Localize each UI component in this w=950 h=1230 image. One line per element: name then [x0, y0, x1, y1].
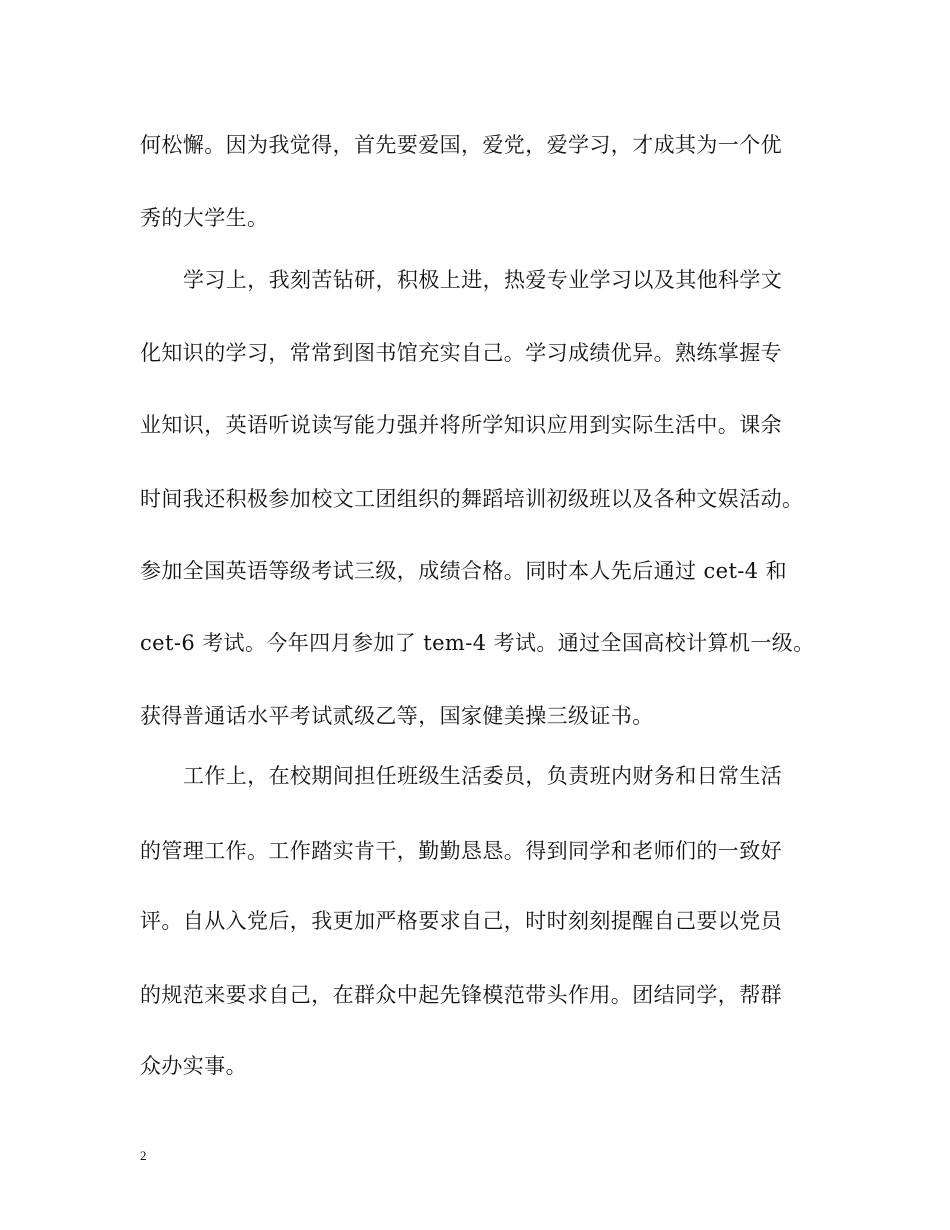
paragraph-start-line: 工作上，在校期间担任班级生活委员，负责班内财务和日常生活 — [183, 764, 783, 788]
text-line: 的管理工作。工作踏实肯干，勤勤恳恳。得到同学和老师们的一致好 — [140, 839, 782, 863]
text-line: 参加全国英语等级考试三级，成绩合格。同时本人先后通过 cet-4 和 — [140, 559, 788, 583]
text-line: 众办实事。 — [140, 1054, 247, 1078]
paragraph-start-line: 学习上，我刻苦钻研，积极上进，热爱专业学习以及其他科学文 — [183, 268, 783, 292]
text-line: 何松懈。因为我觉得，首先要爱国，爱党，爱学习，才成其为一个优 — [140, 133, 782, 157]
text-line: 业知识，英语听说读写能力强并将所学知识应用到实际生活中。课余 — [140, 413, 782, 437]
text-line: 的规范来要求自己，在群众中起先锋模范带头作用。团结同学，帮群 — [140, 983, 782, 1007]
text-line: 时间我还积极参加校文工团组织的舞蹈培训初级班以及各种文娱活动。 — [140, 487, 804, 511]
page-number: 2 — [140, 1148, 147, 1163]
text-line: 获得普通话水平考试贰级乙等，国家健美操三级证书。 — [140, 704, 654, 728]
text-line: 化知识的学习，常常到图书馆充实自己。学习成绩优异。熟练掌握专 — [140, 341, 782, 365]
text-line: 评。自从入党后，我更加严格要求自己，时时刻刻提醒自己要以党员 — [140, 909, 782, 933]
text-line: cet-6 考试。今年四月参加了 tem-4 考试。通过全国高校计算机一级。 — [140, 631, 815, 655]
text-line: 秀的大学生。 — [140, 206, 269, 230]
